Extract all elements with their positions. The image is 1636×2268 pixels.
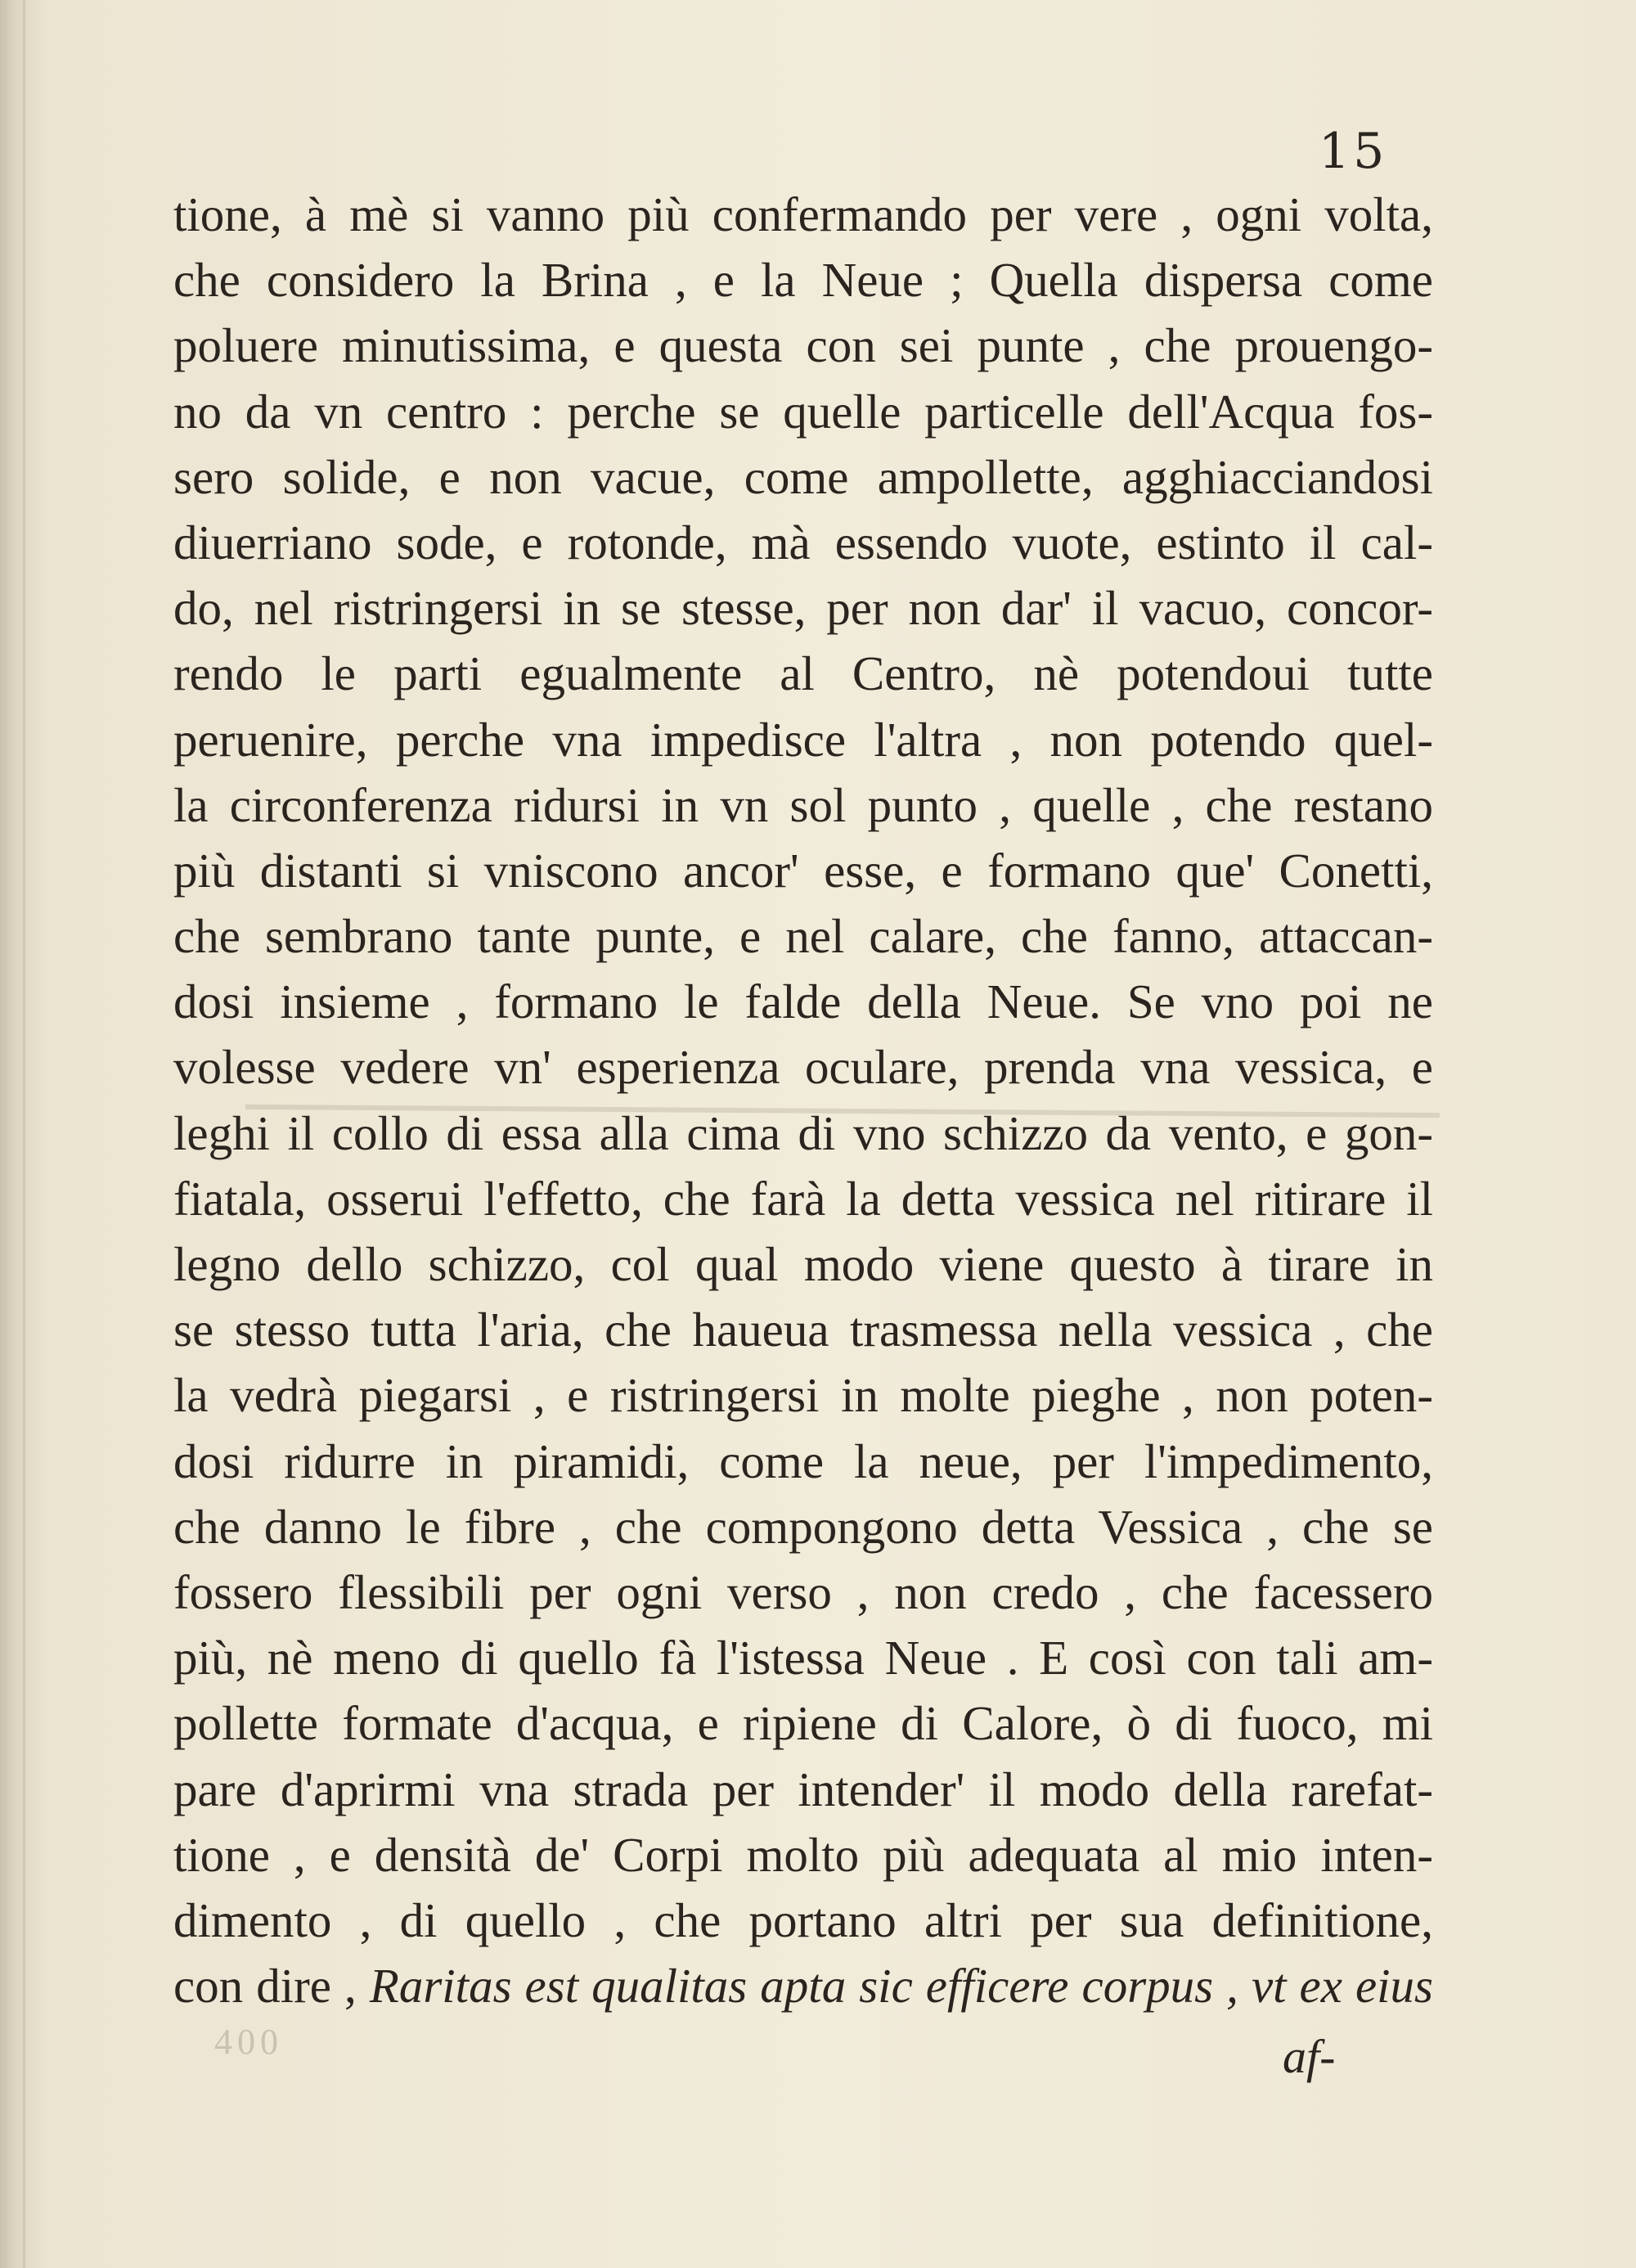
text-line: poluere minutissima, e questa con sei punte , che prouengo-: [173, 318, 1433, 373]
text-line: che considero la Brina , e la Neue ; Quella dispersa come: [173, 253, 1433, 308]
text-line: la vedrà piegarsi , e ristringersi in molte pieghe , non poten-: [173, 1368, 1433, 1423]
text-line: sero solide, e non vacue, come ampollette, agghiacciandosi: [173, 449, 1433, 504]
text-line-lead: con dire ,: [173, 1959, 357, 2014]
text-line: peruenire, perche vna impedisce l'altra , non potendo quel-: [173, 712, 1433, 767]
text-line: fiatala, osserui l'effetto, che farà la detta vessica nel ritirare il: [173, 1171, 1433, 1226]
text-line: se stesso tutta l'aria, che haueua trasmessa nella vessica , che: [173, 1303, 1433, 1357]
text-line: dimento , di quello , che portano altri per sua definitione,: [173, 1892, 1433, 1947]
text-line: che sembrano tante punte, e nel calare, che fanno, attaccan-: [173, 909, 1433, 964]
text-line: legno dello schizzo, col qual modo viene questo à tirare in: [173, 1237, 1433, 1291]
text-line: fossero flessibili per ogni verso , non credo , che facessero: [173, 1564, 1433, 1619]
text-line: rendo le parti egualmente al Centro, nè potendoui tutte: [173, 646, 1433, 701]
text-line: tione, à mè si vanno più confermando per vere , ogni volta,: [173, 187, 1433, 241]
catchword: af-: [1283, 2030, 1336, 2083]
text-line: leghi il collo di essa alla cima di vno schizzo da vento, e gon-: [173, 1105, 1433, 1160]
text-line: più distanti si vniscono ancor' esse, e formano que' Conetti,: [173, 843, 1433, 898]
text-line: che danno le fibre , che compongono detta Vessica , che se: [173, 1499, 1433, 1554]
binding-gutter: [23, 0, 25, 2268]
text-line: diuerriano sode, e rotonde, mà essendo vuote, estinto il cal-: [173, 515, 1433, 569]
text-line: do, nel ristringersi in se stesse, per non dar' il vacuo, concor-: [173, 581, 1433, 636]
latin-quotation: Raritas est qualitas apta sic efficere corpus , vt ex eius: [369, 1959, 1434, 2014]
text-line: dosi insieme , formano le falde della Neue. Se vno poi ne: [173, 974, 1433, 1029]
text-line: no da vn centro : perche se quelle particelle dell'Acqua fos-: [173, 384, 1433, 439]
text-line: tione , e densità de' Corpi molto più adequata al mio inten-: [173, 1827, 1433, 1882]
text-line: la circonferenza ridursi in vn sol punto , quelle , che restano: [173, 777, 1433, 832]
text-line: pare d'aprirmi vna strada per intender' il modo della rarefat-: [173, 1762, 1433, 1816]
text-line: dosi ridurre in piramidi, come la neue, per l'impedimento,: [173, 1433, 1433, 1488]
text-line: più, nè meno di quello fà l'istessa Neue . E così con tali am-: [173, 1631, 1433, 1685]
body-text: [173, 182, 1433, 2018]
page-number: 15: [1319, 123, 1388, 180]
text-line: pollette formate d'acqua, e ripiene di Calore, ò di fuoco, mi: [173, 1696, 1433, 1751]
faded-stamp: 400: [214, 2022, 283, 2062]
text-line: volesse vedere vn' esperienza oculare, prenda vna vessica, e: [173, 1040, 1433, 1095]
text-line-last: [173, 1953, 1433, 2018]
